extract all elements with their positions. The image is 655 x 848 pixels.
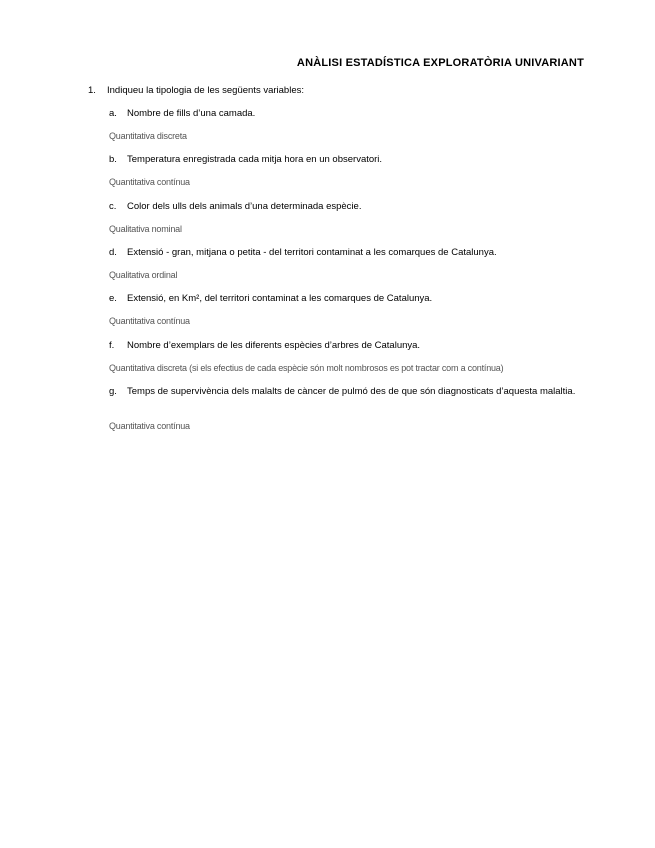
- list-item-c: [109, 200, 361, 213]
- answer-b: Quantitativa contínua: [109, 177, 190, 187]
- item-text: Nombre de fills d’una camada.: [127, 108, 256, 119]
- item-letter: f.: [109, 340, 115, 351]
- list-item-d: [109, 246, 497, 259]
- question-text: Indiqueu la tipologia de les següents variables:: [107, 85, 304, 96]
- item-text: Color dels ulls dels animals d’una determinada espècie.: [127, 201, 362, 212]
- answer-d: Qualitativa ordinal: [109, 270, 178, 280]
- item-letter: e.: [109, 293, 117, 304]
- item-text: Nombre d’exemplars de les diferents espècies d’arbres de Catalunya.: [127, 340, 421, 351]
- item-letter: d.: [109, 247, 117, 258]
- answer-f: Quantitativa discreta (si els efectius de cada espècie són molt nombrosos es pot tractar com a contínua): [109, 363, 504, 373]
- item-text: Extensió - gran, mitjana o petita - del territori contaminat a les comarques de Catalunya.: [127, 247, 497, 258]
- answer-c: Qualitativa nominal: [109, 224, 182, 234]
- answer-e: Quantitativa contínua: [109, 316, 190, 326]
- question-number: 1.: [88, 85, 96, 96]
- item-letter: g.: [109, 386, 117, 397]
- list-item-f: [109, 339, 420, 352]
- question-1: [88, 85, 304, 96]
- page-title: ANÀLISI ESTADÍSTICA EXPLORATÒRIA UNIVARIANT: [296, 57, 584, 69]
- item-text: Extensió, en Km², del territori contaminat a les comarques de Catalunya.: [127, 293, 433, 304]
- list-item-b: [109, 153, 382, 166]
- list-item-a: [109, 107, 255, 120]
- list-item-g: [109, 385, 585, 398]
- list-item-e: [109, 292, 432, 305]
- item-letter: b.: [109, 154, 117, 165]
- item-letter: c.: [109, 201, 117, 212]
- item-letter: a.: [109, 108, 117, 119]
- item-text: Temps de supervivència dels malalts de càncer de pulmó des de que són diagnosticats d’aquesta malaltia.: [127, 386, 576, 397]
- answer-a: Quantitativa discreta: [109, 131, 187, 141]
- item-text: Temperatura enregistrada cada mitja hora en un observatori.: [127, 154, 383, 165]
- answer-g: Quantitativa contínua: [109, 421, 190, 431]
